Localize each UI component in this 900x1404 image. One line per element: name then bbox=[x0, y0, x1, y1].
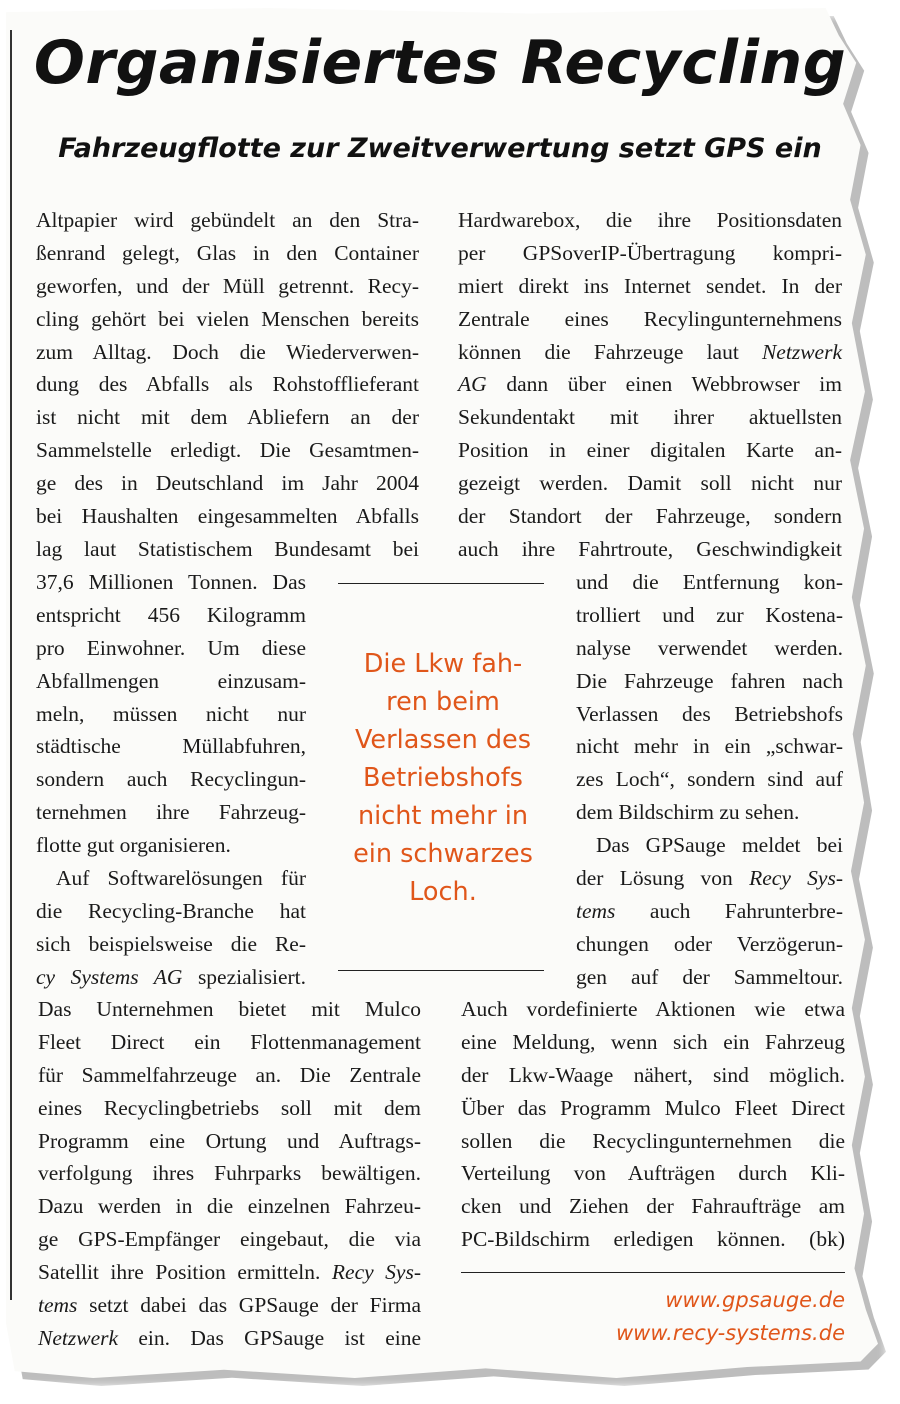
column-2-bottom bbox=[461, 993, 845, 1256]
company-name-italic: tems bbox=[576, 898, 616, 923]
link-recy-systems[interactable]: www.recy-systems.de bbox=[615, 1321, 845, 1345]
pull-quote-line: ren beim bbox=[386, 687, 500, 717]
text-line: cken und Ziehen der Fahraufträge am bbox=[461, 1194, 845, 1219]
text-line: Auch vordefinierte Aktionen wie etwa bbox=[461, 997, 845, 1021]
text-line: die Recycling-Branche hat bbox=[36, 898, 306, 923]
text-fragment: auch Fahrunterbre- bbox=[649, 898, 843, 923]
text-line: auch ihre Fahrtroute, Geschwindigkeit bbox=[458, 536, 842, 561]
text-line: cling gehört bei vielen Menschen bereits bbox=[36, 306, 419, 331]
text-line: bei Haushalten eingesammelten Abfalls bbox=[36, 504, 419, 529]
text-line: meln, müssen nicht nur bbox=[36, 701, 306, 726]
text-line bbox=[36, 961, 306, 994]
company-name-italic: AG bbox=[458, 372, 487, 397]
text-line: dung des Abfalls als Rohstofflieferant bbox=[36, 372, 419, 397]
text-line bbox=[38, 1256, 421, 1289]
left-margin-rule bbox=[10, 30, 12, 1300]
text-line: Programm eine Ortung und Auftrags- bbox=[38, 1128, 421, 1153]
article-title: Organisiertes Recycling bbox=[33, 28, 847, 98]
text-line bbox=[38, 1289, 421, 1322]
text-line: chungen oder Verzögerun- bbox=[576, 931, 843, 956]
pull-quote-line: ein schwarzes bbox=[353, 839, 533, 869]
text-line: für Sammelfahrzeuge an. Die Zentrale bbox=[38, 1062, 421, 1087]
text-line: der Standort der Fahrzeuge, sondern bbox=[458, 504, 842, 529]
text-line: Zentrale eines Recylingunternehmens bbox=[458, 306, 842, 331]
pull-quote-line: nicht mehr in bbox=[357, 801, 529, 831]
text-line: zes Loch“, sondern sind auf bbox=[576, 767, 843, 792]
text-line: sondern auch Recyclingun- bbox=[36, 767, 306, 792]
text-line: Verteilung von Aufträgen durch Kli- bbox=[461, 1161, 845, 1186]
text-line: miert direkt ins Internet sendet. In der bbox=[458, 273, 842, 298]
text-line: zum Alltag. Doch die Wiederverwen- bbox=[36, 339, 419, 364]
text-line: Das Unternehmen bietet mit Mulco bbox=[38, 997, 421, 1021]
company-name-italic: Recy Sys- bbox=[749, 866, 844, 891]
text-line: trolliert und zur Kostena- bbox=[576, 602, 843, 627]
text-fragment: der Lösung von bbox=[576, 866, 733, 891]
text-line: Die Fahrzeuge fahren nach bbox=[576, 668, 843, 693]
text-line bbox=[458, 336, 842, 369]
text-line: verfolgung ihres Fuhrparks bewältigen. bbox=[38, 1161, 421, 1186]
text-fragment: dann über einen Webbrowser im bbox=[506, 372, 843, 397]
company-name-italic: tems bbox=[38, 1293, 78, 1318]
text-line: Position in einer digitalen Karte an- bbox=[458, 438, 842, 463]
text-line: Hardwarebox, die ihre Positionsdaten bbox=[458, 208, 842, 232]
company-name-italic: Netzwerk bbox=[761, 339, 842, 364]
text-line: sollen die Recyclingunternehmen die bbox=[461, 1128, 845, 1153]
text-fragment: ein. Das GPSauge ist eine bbox=[138, 1325, 422, 1350]
text-line: Das GPSauge meldet bei bbox=[596, 833, 843, 858]
text-fragment: setzt dabei das GPSauge der Firma bbox=[89, 1293, 421, 1318]
column-2-narrow bbox=[576, 566, 843, 994]
text-line: flotte gut organisieren. bbox=[36, 833, 231, 858]
text-line: lag laut Statistischem Bundesamt bei bbox=[36, 536, 419, 561]
text-line: eines Recyclingbetriebs soll mit dem bbox=[38, 1095, 421, 1120]
text-line: Dazu werden in die einzelnen Fahrzeu- bbox=[38, 1194, 421, 1219]
company-name-italic: Netzwerk bbox=[38, 1325, 119, 1350]
text-line: Sekundentakt mit ihrer aktuellsten bbox=[458, 405, 842, 430]
article-subtitle: Fahrzeugflotte zur Zweitverwertung setzt GPS ein bbox=[58, 133, 822, 164]
text-fragment: spezialisiert. bbox=[197, 964, 306, 989]
text-line: entspricht 456 Kilogramm bbox=[36, 602, 306, 627]
pull-quote-line: Loch. bbox=[409, 877, 477, 907]
text-line: geworfen, und der Müll getrennt. Recy- bbox=[36, 273, 419, 298]
text-line: nicht mehr in ein „schwar- bbox=[576, 734, 843, 759]
text-line: eine Meldung, wenn sich ein Fahrzeug bbox=[461, 1029, 845, 1054]
text-line: der Lkw-Waage nähert, sind möglich. bbox=[461, 1062, 845, 1087]
text-line: ternehmen ihre Fahrzeug- bbox=[36, 800, 306, 825]
column-2-top bbox=[458, 204, 842, 566]
text-line: und die Entfernung kon- bbox=[576, 570, 843, 594]
column-1-top bbox=[36, 204, 419, 566]
text-line: Abfallmengen einzusam- bbox=[36, 668, 306, 693]
column-1-narrow bbox=[36, 566, 306, 994]
text-line: Altpapier wird gebündelt an den Stra- bbox=[36, 208, 419, 232]
pull-quote-line: Die Lkw fah- bbox=[363, 649, 523, 679]
pull-quote bbox=[338, 645, 548, 911]
text-line: ge des in Deutschland im Jahr 2004 bbox=[36, 471, 419, 496]
text-line: 37,6 Millionen Tonnen. Das bbox=[36, 570, 306, 594]
text-line: ßenrand gelegt, Glas in den Container bbox=[36, 240, 419, 265]
text-line: Verlassen des Betriebshofs bbox=[576, 701, 843, 726]
text-line: pro Einwohner. Um diese bbox=[36, 635, 306, 660]
text-line: per GPSoverIP-Übertragung kompri- bbox=[458, 240, 842, 265]
text-line: dem Bildschirm zu sehen. bbox=[576, 800, 800, 825]
text-line: ist nicht mit dem Abliefern an der bbox=[36, 405, 419, 430]
company-name-italic: Recy Sys- bbox=[331, 1260, 421, 1285]
text-line bbox=[576, 895, 843, 928]
text-fragment: können die Fahrzeuge laut bbox=[458, 339, 739, 364]
pull-quote-top-rule bbox=[338, 583, 544, 584]
link-gpsauge[interactable]: www.gpsauge.de bbox=[665, 1288, 845, 1312]
column-1-bottom bbox=[38, 993, 421, 1355]
text-line: PC-Bildschirm erledigen können. (bk) bbox=[461, 1227, 845, 1252]
text-line bbox=[458, 368, 842, 401]
pull-quote-line: Betriebshofs bbox=[363, 763, 523, 793]
text-line: Über das Programm Mulco Fleet Direct bbox=[461, 1095, 845, 1120]
text-line bbox=[576, 862, 843, 895]
text-line: gen auf der Sammeltour. bbox=[576, 964, 843, 989]
text-line: Auf Softwarelösungen für bbox=[56, 866, 306, 891]
text-line: nalyse verwendet werden. bbox=[576, 635, 843, 660]
text-line: sich beispielsweise die Re- bbox=[36, 931, 306, 956]
links-separator-rule bbox=[461, 1272, 845, 1273]
text-line: gezeigt werden. Damit soll nicht nur bbox=[458, 471, 842, 496]
text-line bbox=[38, 1322, 421, 1355]
pull-quote-line: Verlassen des bbox=[354, 725, 532, 755]
text-line: ge GPS-Empfänger eingebaut, die via bbox=[38, 1227, 421, 1252]
text-line: Fleet Direct ein Flottenmanagement bbox=[38, 1029, 421, 1054]
company-name-italic: cy Systems AG bbox=[36, 964, 183, 989]
pull-quote-bottom-rule bbox=[338, 970, 544, 971]
text-line: städtische Müllabfuhren, bbox=[36, 734, 306, 759]
text-line: Sammelstelle erledigt. Die Gesamtmen- bbox=[36, 438, 419, 463]
text-fragment: Satellit ihre Position ermitteln. bbox=[38, 1260, 321, 1285]
